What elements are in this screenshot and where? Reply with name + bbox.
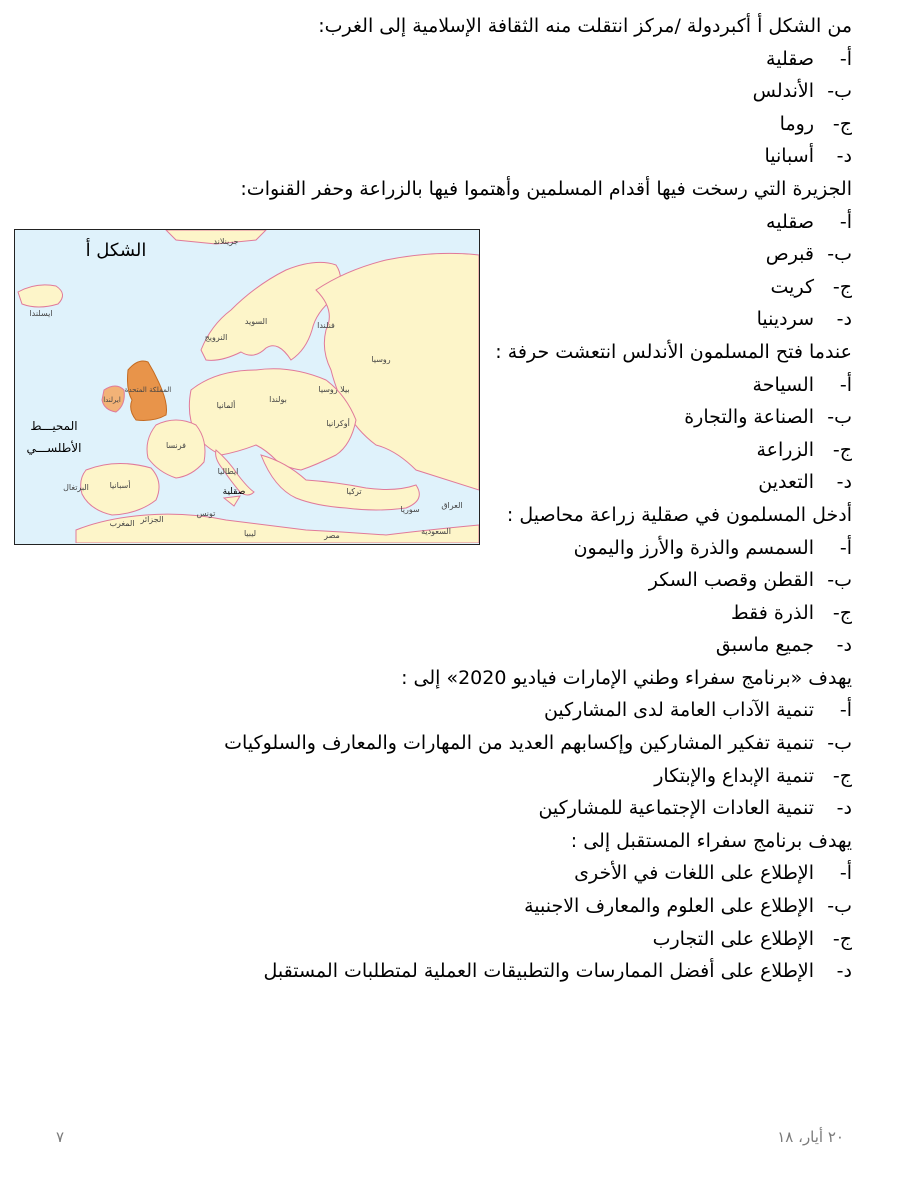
question-6-option-a xyxy=(22,857,852,890)
map-label-russia: روسيا xyxy=(371,355,391,364)
map-ocean-label-2: الأطلســـي xyxy=(26,441,82,455)
option-text: جميع ماسبق xyxy=(715,634,814,657)
europe-map xyxy=(16,230,479,543)
map-label-syria: سوريا xyxy=(400,505,420,514)
option-text: تنمية العادات الإجتماعية للمشاركين xyxy=(538,797,814,820)
question-1-option-c xyxy=(22,108,852,141)
map-label-iraq: العراق xyxy=(441,501,463,510)
question-2: الجزيرة التي رسخت فيها أقدام المسلمين وأهتموا فيها بالزراعة وحفر القنوات: xyxy=(240,177,852,200)
question-4: أدخل المسلمون في صقلية زراعة محاصيل : xyxy=(506,503,852,526)
map-label-poland: بولندا xyxy=(269,395,287,404)
question-4-option-b xyxy=(22,564,852,597)
option-letter: ج- xyxy=(832,112,852,135)
option-text: التعدين xyxy=(758,471,814,494)
map-label-ireland: ايرلندا xyxy=(103,396,121,404)
question-1: من الشكل أ أكبردولة /مركز انتقلت منه الثقافة الإسلامية إلى الغرب: xyxy=(318,15,852,37)
option-letter: د- xyxy=(836,960,852,983)
question-1-option-a xyxy=(22,43,852,76)
option-text: تنمية الإبداع والإبتكار xyxy=(654,764,814,787)
map-label-portugal: البرتغال xyxy=(63,483,89,492)
option-letter: ج- xyxy=(832,764,852,787)
option-text: الذرة فقط xyxy=(731,601,814,624)
option-letter: ب- xyxy=(827,732,852,755)
map-label-tunisia: تونس xyxy=(196,509,216,518)
option-letter: د- xyxy=(836,634,852,657)
option-letter: ب- xyxy=(827,243,852,266)
option-letter: د- xyxy=(836,471,852,494)
question-5-option-b xyxy=(22,727,852,760)
option-text: الإطلاع على العلوم والمعارف الاجنبية xyxy=(524,895,814,918)
option-letter: ج- xyxy=(832,927,852,950)
option-text: الإطلاع على أفضل الممارسات والتطبيقات العملية لمتطلبات المستقبل xyxy=(263,960,814,983)
map-label-norway: النرويج xyxy=(204,333,228,342)
option-text: سردينيا xyxy=(756,308,814,331)
question-5-option-d xyxy=(22,792,852,825)
option-letter: أ- xyxy=(839,373,852,396)
map-label-sweden: السويد xyxy=(244,317,268,326)
map-label-ukraine: أوكرانيا xyxy=(326,419,350,428)
option-letter: ج- xyxy=(832,275,852,298)
option-letter: ج- xyxy=(832,601,852,624)
option-letter: د- xyxy=(836,797,852,820)
map-label-germany: ألمانيا xyxy=(216,401,236,410)
option-text: روما xyxy=(779,112,814,135)
option-text: الصناعة والتجارة xyxy=(684,406,814,429)
option-letter: ج- xyxy=(832,438,852,461)
map-label-saudi: السعودية xyxy=(421,527,451,536)
map-label-algeria: الجزائر xyxy=(140,515,164,524)
map-label-sicily: صقلية xyxy=(222,487,246,497)
map-label-uk: المملكة المتحدة xyxy=(124,386,172,394)
option-letter: د- xyxy=(836,308,852,331)
option-text: كريت xyxy=(770,275,814,298)
option-text: الأندلس xyxy=(752,80,814,103)
option-letter: د- xyxy=(836,145,852,168)
option-text: صقليه xyxy=(766,210,814,233)
option-text: قبرص xyxy=(765,243,814,266)
map-label-turkey: تركيا xyxy=(346,487,362,496)
option-letter: أ- xyxy=(839,210,852,233)
map-ocean-label-1: المحيـــط xyxy=(30,419,78,433)
question-5-option-a xyxy=(22,694,852,727)
question-6-option-d xyxy=(22,955,852,988)
footer-page-number: ٧ xyxy=(56,1128,65,1146)
question-6: يهدف برنامج سفراء المستقبل إلى : xyxy=(570,829,852,852)
option-text: السمسم والذرة والأرز واليمون xyxy=(573,536,814,559)
option-letter: أ- xyxy=(839,862,852,885)
question-1-option-d xyxy=(22,140,852,173)
option-text: السياحة xyxy=(752,373,814,396)
question-1-option-b xyxy=(22,75,852,108)
question-5: يهدف «برنامج سفراء وطني الإمارات فياديو 2020» إلى : xyxy=(401,666,852,689)
map-label-iceland: ايسلندا xyxy=(29,309,53,318)
option-text: أسبانيا xyxy=(764,145,814,168)
map-label-belarus: بيلا روسيا xyxy=(318,385,350,394)
question-5-option-c xyxy=(22,760,852,793)
map-label-libya: ليبيا xyxy=(243,529,257,538)
option-letter: ب- xyxy=(827,895,852,918)
map-title: الشكل أ xyxy=(85,240,147,261)
question-4-option-d xyxy=(22,629,852,662)
option-letter: أ- xyxy=(839,536,852,559)
map-label-greenland: جرينلاند xyxy=(213,237,239,246)
option-text: الزراعة xyxy=(756,438,814,461)
question-6-option-c xyxy=(22,923,852,956)
map-label-morocco: المغرب xyxy=(109,519,135,528)
question-6-option-b xyxy=(22,890,852,923)
option-letter: أ- xyxy=(839,699,852,722)
option-text: تنمية الآداب العامة لدى المشاركين xyxy=(543,699,814,722)
option-letter: ب- xyxy=(827,80,852,103)
footer-date: ٢٠ أيار، ١٨ xyxy=(777,1128,844,1146)
option-text: صقلية xyxy=(766,47,814,70)
option-text: الإطلاع على اللغات في الأخرى xyxy=(574,862,814,885)
option-text: الإطلاع على التجارب xyxy=(652,927,814,950)
option-letter: ب- xyxy=(827,569,852,592)
option-text: تنمية تفكير المشاركين وإكسابهم العديد من المهارات والمعارف والسلوكيات xyxy=(224,732,814,755)
europe-map-figure xyxy=(14,229,480,545)
question-3: عندما فتح المسلمون الأندلس انتعشت حرفة : xyxy=(495,340,852,363)
option-letter: ب- xyxy=(827,406,852,429)
option-text: القطن وقصب السكر xyxy=(648,569,814,592)
map-label-spain: أسبانيا xyxy=(109,481,131,490)
map-label-finland: فنلندا xyxy=(317,321,335,330)
map-label-italy: ايطاليا xyxy=(217,467,239,476)
map-label-egypt: مصر xyxy=(324,531,340,540)
question-4-option-c xyxy=(22,597,852,630)
map-label-france: فرنسا xyxy=(165,441,187,450)
option-letter: أ- xyxy=(839,47,852,70)
